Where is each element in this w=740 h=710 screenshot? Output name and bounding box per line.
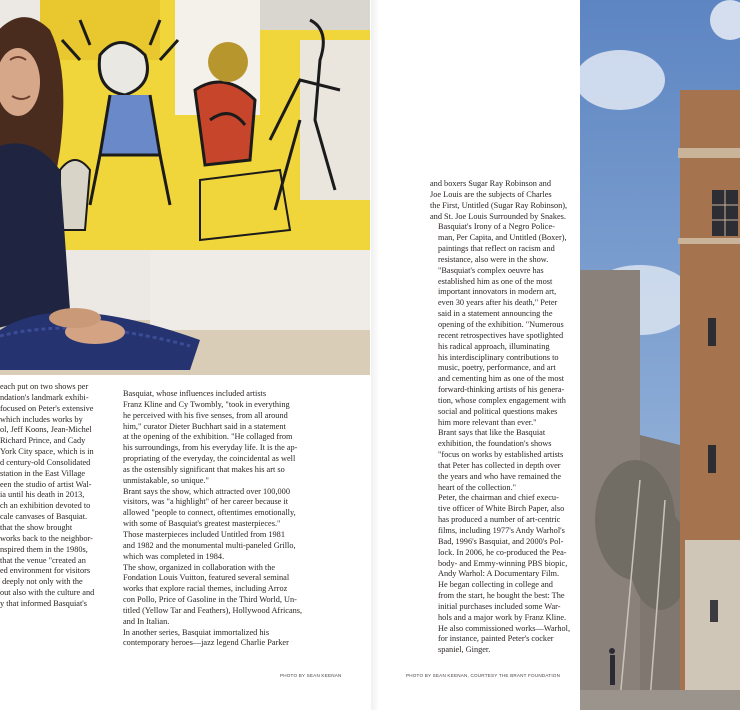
text-line: spaniel, Ginger. xyxy=(438,645,491,655)
paragraph xyxy=(115,529,296,563)
text-line: Basquiat's Irony of a Negro Police- xyxy=(438,222,555,232)
text-line: his interdisciplinary contributions to xyxy=(438,352,559,362)
building-illustration xyxy=(580,0,740,710)
text-line: "focus on works by established artists xyxy=(438,450,564,460)
text-line: as the ostensibly significant that makes his art so xyxy=(123,464,285,474)
text-line: tion, whose complex engagement with xyxy=(438,395,566,405)
column-1-line: works back to the neighbor- xyxy=(0,533,93,543)
text-line: He also commissioned works—Warhol, xyxy=(438,623,571,633)
paragraph xyxy=(115,562,303,628)
text-line: opening of the exhibition. "Numerous xyxy=(438,319,564,329)
text-line: he perceived with his five senses, from all around xyxy=(123,410,288,420)
text-line: with some of Basquiat's greatest masterpieces." xyxy=(123,519,281,529)
text-line: for instance, painted Peter's cocker xyxy=(438,634,554,644)
text-line: Andy Warhol: A Documentary Film. xyxy=(438,569,560,579)
text-line: He began collecting in college and xyxy=(438,580,553,590)
text-line: Joe Louis are the subjects of Charles xyxy=(430,189,552,199)
text-line: hols and a major work by Franz Kline. xyxy=(438,612,567,622)
column-1-line: Richard Prince, and Cady xyxy=(0,436,86,446)
text-line: propriating of the everyday, the coincidental as well xyxy=(123,454,296,464)
column-1-line: ed environment for visitors xyxy=(0,566,91,576)
text-line: Fondation Louis Vuitton, featured several seminal xyxy=(123,573,290,583)
text-line: that Peter has collected in depth over xyxy=(438,460,561,470)
text-line: paintings that reflect on racism and xyxy=(438,244,555,254)
column-1-line: ia until his death in 2013, xyxy=(0,490,85,500)
column-1-line: each put on two shows per xyxy=(0,382,89,391)
text-column-3 xyxy=(430,179,570,656)
column-1-line: station in the East Village xyxy=(0,468,86,478)
text-line: from the start, he bought the best: The xyxy=(438,591,565,601)
text-line: contemporary heroes—jazz legend Charlie Parker xyxy=(123,638,289,648)
page-gutter xyxy=(371,0,379,710)
column-1-line: ol, Jeff Koons, Jean-Michel xyxy=(0,425,92,435)
text-line: important innovators in modern art, xyxy=(438,287,557,297)
portrait-illustration xyxy=(0,0,370,375)
text-line: said in a statement announcing the xyxy=(438,309,553,319)
text-line: Bad, 1996's Basquiat, and 2000's Pol- xyxy=(438,536,564,546)
column-1-line: een the studio of artist Wal- xyxy=(0,479,92,489)
text-line: works that explore racial themes, including Arroz xyxy=(123,584,288,594)
text-line: initial purchases included some War- xyxy=(438,601,561,611)
text-line: films, including 1977's Andy Warhol's xyxy=(438,526,565,535)
text-line: Those masterpieces included Untitled from 1981 xyxy=(123,529,285,539)
photo-credit-left: PHOTO BY SEAN KEENAN xyxy=(280,673,342,678)
text-line: at the opening of the exhibition. "He collaged from xyxy=(123,432,293,442)
text-line: allowed "people to connect, oftentimes emotionally, xyxy=(123,508,296,518)
photo-credit-right: PHOTO BY SEAN KEENAN, COURTESY THE BRANT FOUNDATION xyxy=(406,673,561,678)
text-line: resistance, also were in the show. xyxy=(438,254,549,264)
text-line: has produced a number of art-centric xyxy=(438,515,561,525)
text-line: recent retrospectives have spotlighted xyxy=(438,330,564,340)
paragraph xyxy=(430,580,570,656)
column-1-line: ndation's landmark exhibi- xyxy=(0,392,89,402)
paragraph xyxy=(430,179,570,222)
text-line: Peter, the chairman and chief execu- xyxy=(438,493,559,503)
text-line: and cementing him as one of the most xyxy=(438,374,565,384)
text-line: heart of the collection." xyxy=(438,482,517,492)
paragraph xyxy=(115,627,289,650)
text-line: the First, Untitled (Sugar Ray Robinson), xyxy=(430,200,568,210)
column-1-line: out also with the culture and xyxy=(0,588,95,598)
paragraph xyxy=(430,266,570,429)
column-1-line: y that informed Basquiat's xyxy=(0,598,87,608)
column-1-line: that the venue "created an xyxy=(0,555,86,565)
text-line: music, poetry, performance, and art xyxy=(438,363,556,373)
paragraph xyxy=(115,389,298,487)
text-column-2 xyxy=(115,389,303,649)
column-1-line: which includes works by xyxy=(0,414,83,424)
text-line: his radical approach, illuminating xyxy=(438,341,550,351)
text-line: unmistakable, so unique." xyxy=(123,475,209,485)
building-photo xyxy=(580,0,740,710)
text-line: and St. Joe Louis Surrounded by Snakes. xyxy=(430,211,566,221)
text-line: forward-thinking artists of his genera- xyxy=(438,385,565,395)
column-1-line: ch an exhibition devoted to xyxy=(0,501,91,511)
text-line: Brant says that like the Basquiat xyxy=(438,428,546,438)
text-line: his surroundings, from his everyday life. It is the ap- xyxy=(123,443,298,453)
portrait-photo xyxy=(0,0,370,375)
column-1-line: deeply not only with the xyxy=(0,577,83,587)
text-line: Franz Kline and Cy Twombly, "took in everything xyxy=(123,399,290,409)
text-line: and 1982 and the monumental multi-paneled Grillo, xyxy=(123,540,296,550)
text-column-1 xyxy=(0,382,112,610)
text-line: social and political questions makes xyxy=(438,406,558,416)
paragraph xyxy=(430,222,570,265)
text-line: lock. In 2006, he co-produced the Pea- xyxy=(438,547,567,557)
column-1-line: York City space, which is in xyxy=(0,447,94,457)
text-line: body- and Emmy-winning PBS biopic, xyxy=(438,558,568,568)
column-1-line: focused on Peter's extensive xyxy=(0,403,94,413)
text-line: con Pollo, Price of Gasoline in the Third World, Un- xyxy=(123,595,297,605)
text-line: visitors, was "a highlight" of her career because it xyxy=(123,497,289,507)
paragraph xyxy=(430,428,570,493)
text-line: tive officer of White Birch Paper, also xyxy=(438,504,565,514)
text-line: and boxers Sugar Ray Robinson and xyxy=(430,179,551,188)
column-1-line: cale canvases of Basquiat. xyxy=(0,512,88,522)
text-line: the years and who have remained the xyxy=(438,471,562,481)
text-line: and In Italian. xyxy=(123,616,170,626)
column-1-line: nspired them in the 1980s, xyxy=(0,544,88,554)
column-1-line: that the show brought xyxy=(0,522,73,532)
text-line: In another series, Basquiat immortalized his xyxy=(123,627,270,637)
text-line: established him as one of the most xyxy=(438,276,553,286)
text-line: "Basquiat's complex oeuvre has xyxy=(438,265,544,275)
paragraph xyxy=(115,486,296,530)
text-line: exhibition, the foundation's shows xyxy=(438,439,552,449)
text-line: even 30 years after his death," Peter xyxy=(438,298,558,308)
text-line: man, Per Capita, and Untitled (Boxer), xyxy=(438,233,567,243)
text-line: him," curator Dieter Buchhart said in a statement xyxy=(123,421,286,431)
text-line: Brant says the show, which attracted over 100,000 xyxy=(123,486,290,496)
text-line: him more relevant than ever." xyxy=(438,417,537,427)
text-line: Basquiat, whose influences included artists xyxy=(123,389,267,398)
column-1-line: d century-old Consolidated xyxy=(0,457,91,467)
text-line: which was completed in 1984. xyxy=(123,551,225,561)
paragraph xyxy=(430,493,570,580)
text-line: titled (Yellow Tar and Feathers), Hollywood Africans, xyxy=(123,605,303,615)
text-line: The show, organized in collaboration with the xyxy=(123,562,276,572)
